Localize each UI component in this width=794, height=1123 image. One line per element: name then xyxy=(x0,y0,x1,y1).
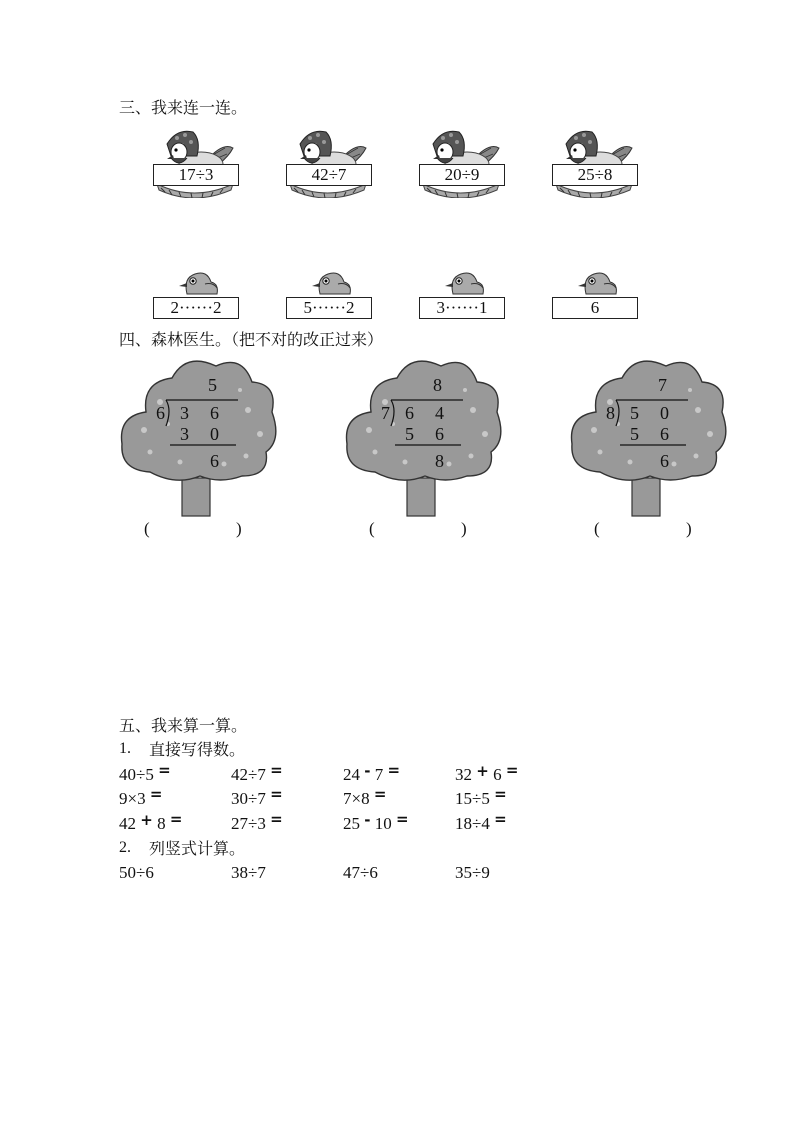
dividend-digit: 3 xyxy=(180,403,189,423)
mental-math-problem: 40÷5 = xyxy=(119,761,171,784)
divisor-digit: 6 xyxy=(156,403,165,423)
product-digit: 0 xyxy=(210,424,219,444)
vertical-problem: 38÷7 xyxy=(231,863,266,882)
division-tree-1 xyxy=(120,352,280,517)
vertical-problem: 47÷6 xyxy=(343,863,378,882)
expression-box-4[interactable]: 25÷8 xyxy=(552,164,638,186)
answer-paren-open: ( xyxy=(594,519,600,538)
mental-math-problem: 9×3 = xyxy=(119,785,163,808)
expression-box-2[interactable]: 42÷7 xyxy=(286,164,372,186)
answer-paren-close: ) xyxy=(461,519,467,538)
product-digit: 6 xyxy=(660,424,669,444)
tree-icon xyxy=(570,352,730,517)
answer-paren-open: ( xyxy=(144,519,150,538)
part1-number: 1. xyxy=(119,740,131,757)
chick-illustration xyxy=(439,268,489,298)
mental-math-problem: 18÷4 = xyxy=(455,810,507,833)
tree-icon xyxy=(345,352,505,517)
part2-title: 列竖式计算。 xyxy=(149,839,246,858)
mental-math-problem: 25 - 10 = xyxy=(343,810,409,833)
product-digit: 5 xyxy=(405,424,414,444)
answer-paren-close: ) xyxy=(236,519,242,538)
mental-math-problem: 24 - 7 = xyxy=(343,761,401,784)
part2-number: 2. xyxy=(119,839,131,856)
part1-title: 直接写得数。 xyxy=(149,740,246,759)
remainder-digit: 8 xyxy=(435,451,444,471)
remainder-digit: 6 xyxy=(660,451,669,471)
section5-heading: 五、我来算一算。 xyxy=(119,716,248,735)
quotient-digit: 5 xyxy=(208,375,217,395)
section4-heading: 四、森林医生。（把不对的改正过来） xyxy=(119,330,384,349)
mental-math-problem: 32 + 6 = xyxy=(455,761,519,784)
result-box-3[interactable]: 3······1 xyxy=(419,297,505,319)
expression-box-3[interactable]: 20÷9 xyxy=(419,164,505,186)
expression-box-1[interactable]: 17÷3 xyxy=(153,164,239,186)
answer-blank[interactable] xyxy=(604,519,684,539)
division-tree-2 xyxy=(345,352,505,517)
mental-math-problem: 42 + 8 = xyxy=(119,810,183,833)
result-box-4[interactable]: 6 xyxy=(552,297,638,319)
dividend-digit: 0 xyxy=(660,403,669,423)
remainder-digit: 6 xyxy=(210,451,219,471)
chick-illustration xyxy=(306,268,356,298)
chick-illustration xyxy=(572,268,622,298)
divisor-digit: 8 xyxy=(606,403,615,423)
dividend-digit: 6 xyxy=(210,403,219,423)
answer-blank[interactable] xyxy=(379,519,459,539)
vertical-problem: 50÷6 xyxy=(119,863,154,882)
mental-math-problem: 30÷7 = xyxy=(231,785,283,808)
tree-icon xyxy=(120,352,280,517)
division-tree-3 xyxy=(570,352,730,517)
mental-math-problem: 27÷3 = xyxy=(231,810,283,833)
vertical-problem: 35÷9 xyxy=(455,863,490,882)
quotient-digit: 8 xyxy=(433,375,442,395)
answer-paren-open: ( xyxy=(369,519,375,538)
mental-math-problem: 42÷7 = xyxy=(231,761,283,784)
mental-math-problem: 7×8 = xyxy=(343,785,387,808)
dividend-digit: 6 xyxy=(405,403,414,423)
dividend-digit: 5 xyxy=(630,403,639,423)
product-digit: 5 xyxy=(630,424,639,444)
mental-math-problem: 15÷5 = xyxy=(455,785,507,808)
result-box-1[interactable]: 2······2 xyxy=(153,297,239,319)
product-digit: 3 xyxy=(180,424,189,444)
product-digit: 6 xyxy=(435,424,444,444)
dividend-digit: 4 xyxy=(435,403,444,423)
answer-paren-close: ) xyxy=(686,519,692,538)
quotient-digit: 7 xyxy=(658,375,667,395)
answer-blank[interactable] xyxy=(154,519,234,539)
chick-illustration xyxy=(173,268,223,298)
section3-heading: 三、我来连一连。 xyxy=(119,98,248,117)
divisor-digit: 7 xyxy=(381,403,390,423)
result-box-2[interactable]: 5······2 xyxy=(286,297,372,319)
